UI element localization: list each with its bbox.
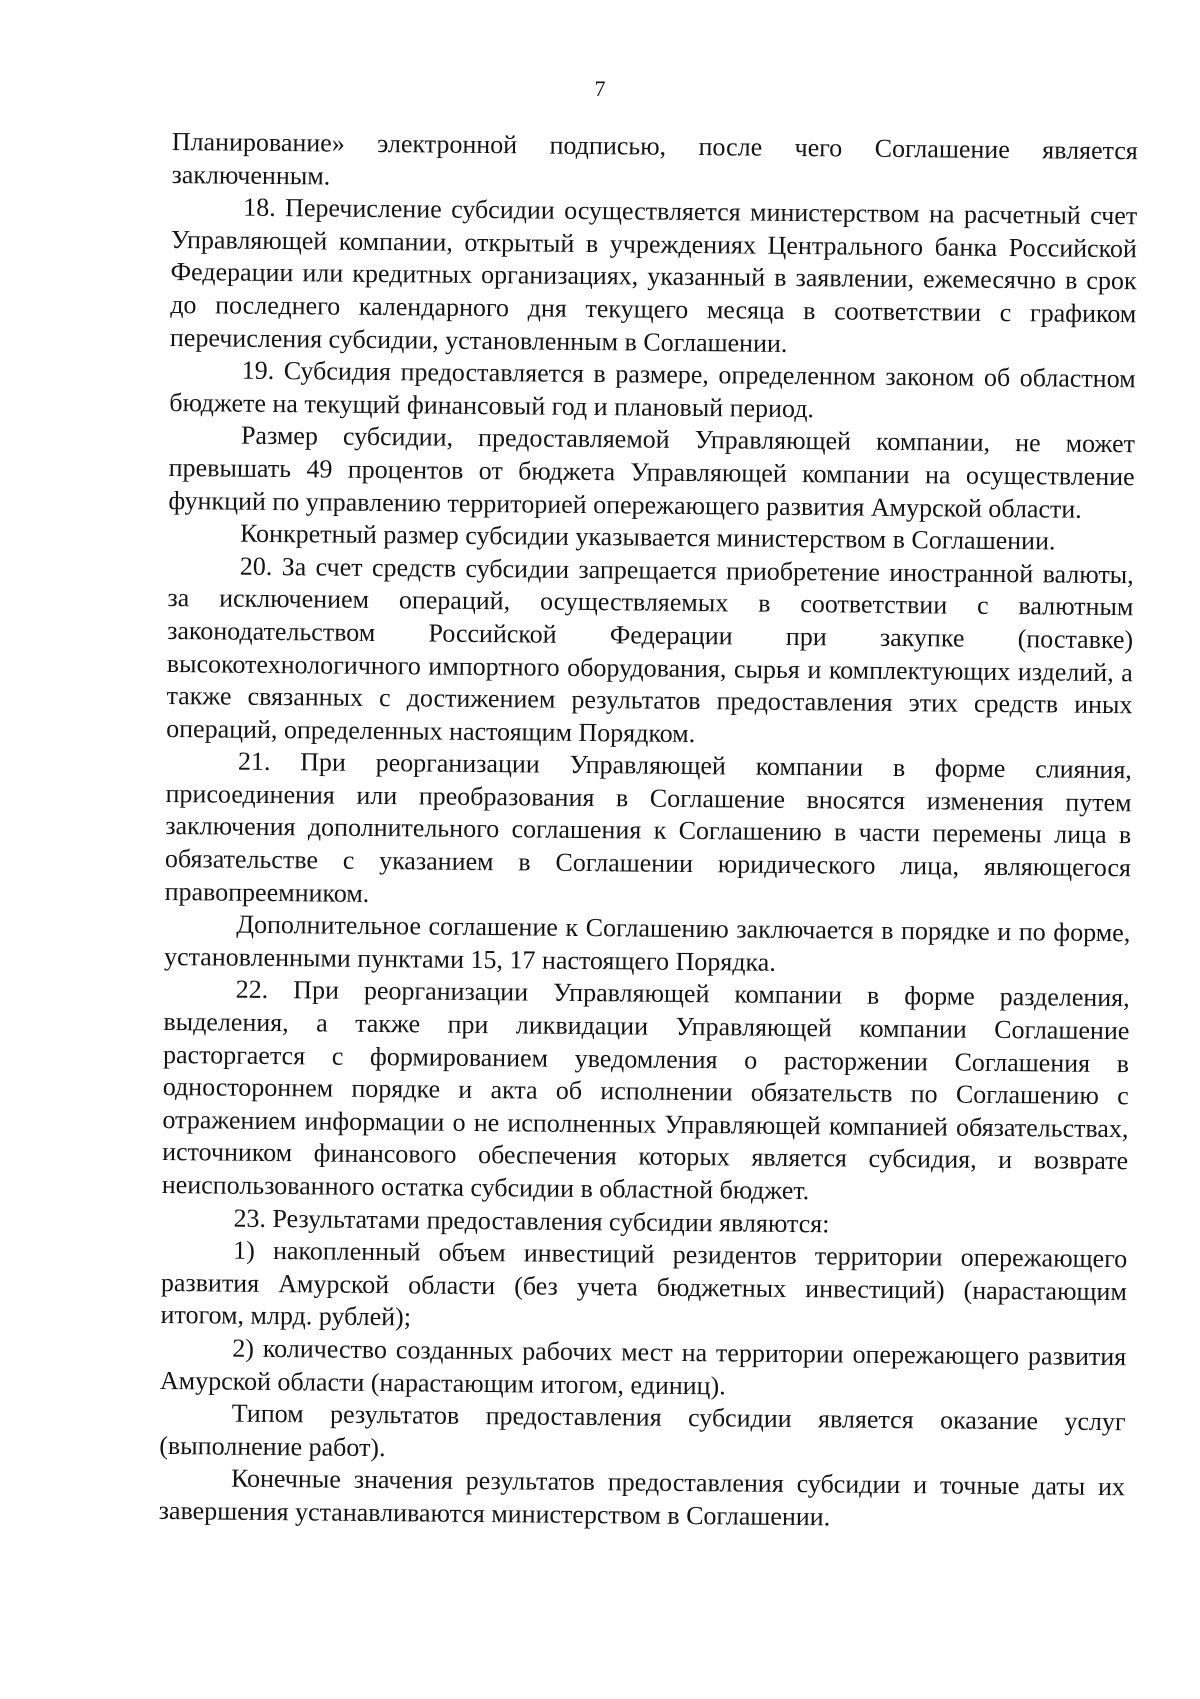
paragraph-result-type: Типом результатов предоставления субсидии является оказание услуг (выполнение работ). <box>159 1398 1126 1462</box>
paragraph-continuation-signature: Планирование» электронной подписью, после чего Соглашение является заключенным. <box>171 126 1138 191</box>
page-number: 7 <box>594 76 606 101</box>
paragraph-clause-21: 21. При реорганизации Управляющей компании в форме слияния, присоединения или преобразования в Соглашение вносятся изменения путем заключения дополнительного соглашения к Соглашению в части перемены лица в обязательстве с указанием в Соглашении юридического лица, являющегося правопреемником. <box>164 746 1133 908</box>
paragraph-result-values: Конечные значения результатов предоставления субсидии и точные даты их завершения устанавливаются министерством в Соглашении. <box>158 1463 1126 1532</box>
paragraph-additional-agreement: Дополнительное соглашение к Соглашению заключается в порядке и по форме, установленными пунктами 15, 17 настоящего Порядка. <box>163 909 1131 977</box>
paragraph-subsidy-limit: Размер субсидии, предоставляемой Управляющей компании, не может превышать 49 процентов от бюджета Управляющей компании на осуществление функций по управлению территорией опережающего развития Амурской области. <box>168 421 1136 524</box>
paragraph-clause-23: 23. Результатами предоставления субсидии являются: <box>233 1203 830 1238</box>
paragraph-clause-18: 18. Перечисление субсидии осуществляется министерством на расчетный счет Управляющей компании, открытый в учреждениях Центрального банка Российской Федерации или кредитных организациях, указанный в заявлении, ежемесячно в срок до последнего календарного дня текущего месяца в соответствии с графиком перечисления субсидии, установленным в Соглашении. <box>169 192 1138 358</box>
document-body <box>159 126 1138 1537</box>
paragraph-clause-20: 20. За счет средств субсидии запрещается приобретение иностранной валюты, за исключением операций, осуществляемых в соответствии с валютным законодательством Российской Федерации при закупке (поставке) высокотехнологичного импортного оборудования, сырья и комплектующих изделий, а также связанных с достижением результатов предоставления этих средств иных операций, определенных настоящим Порядком. <box>166 551 1134 748</box>
paragraph-clause-19: 19. Субсидия предоставляется в размере, определенном законом об областном бюджете на текущий финансовый год и плановый период. <box>169 355 1136 423</box>
paragraph-result-1: 1) накопленный объем инвестиций резидентов территории опережающего развития Амурской области (без учета бюджетных инвестиций) (нарастающим итогом, млрд. рублей); <box>160 1235 1128 1332</box>
paragraph-clause-22: 22. При реорганизации Управляющей компании в форме разделения, выделения, а также при ликвидации Управляющей компании Соглашение расторгается с формированием уведомления о расторжении Соглашения в одностороннем порядке и акта об исполнении обязательств по Соглашению с отражением информации о не исполненных Управляющей компанией обязательствах, источником финансового обеспечения которых является субсидия, и возврате неиспользованного остатка субсидии в областной бюджет. <box>161 975 1130 1206</box>
paragraph-result-2: 2) количество созданных рабочих мест на территории опережающего развития Амурской области (нарастающим итогом, единиц). <box>159 1333 1127 1400</box>
paragraph-subsidy-amount: Конкретный размер субсидии указывается министерством в Соглашении. <box>239 518 1056 556</box>
